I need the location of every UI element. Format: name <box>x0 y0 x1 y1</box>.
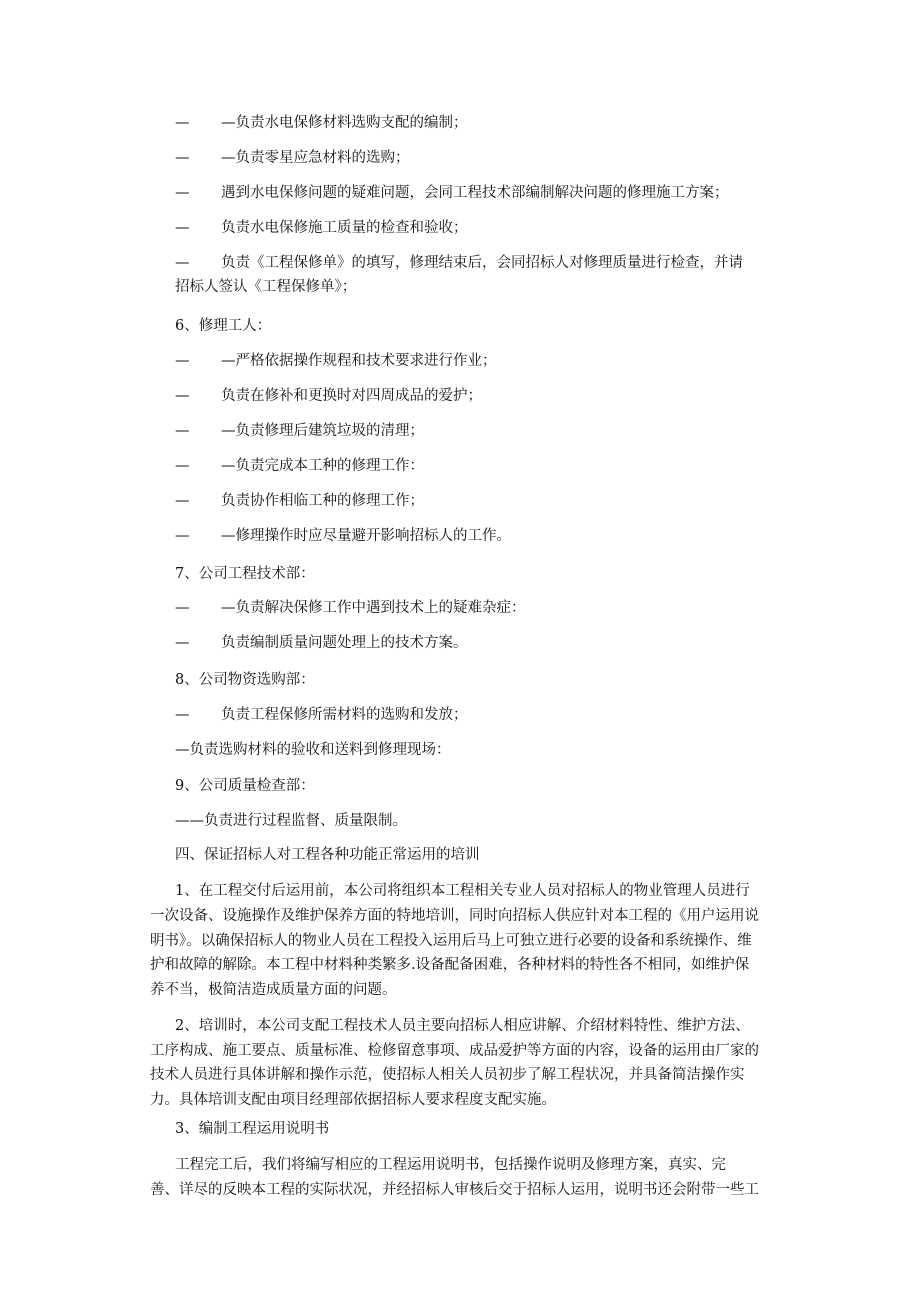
bullet-dash: — <box>175 388 190 404</box>
bullet-dash: — <box>175 115 190 131</box>
bullet-dash: — <box>175 220 190 236</box>
section-heading: 6、修理工人： <box>175 318 272 334</box>
paragraph-line: 善、详尽的反映本工程的实际状况，并经招标人审核后交于招标人运用，说明书还会附带一些工 <box>150 1182 759 1198</box>
list-item <box>175 386 482 406</box>
section-heading: 8、公司物资选购部： <box>175 672 315 688</box>
bullet-dash: — <box>175 185 190 201</box>
list-item-text: —负责解决保修工作中遇到技术上的疑难杂症： <box>221 600 526 616</box>
paragraph-line: 养不当，极简洁造成质量方面的问题。 <box>150 982 397 998</box>
bullet-dash: — <box>175 600 190 616</box>
paragraph-line: 工程完工后，我们将编写相应的工程运用说明书，包括操作说明及修理方案，真实、完 <box>175 1157 726 1173</box>
list-item-text: —负责修理后建筑垃圾的清理； <box>221 423 424 439</box>
list-item: ——负责进行过程监督、质量限制。 <box>175 813 407 829</box>
paragraph-line: 护和故障的解除。本工程中材料种类繁多.设备配备困难，各种材料的特性各不相同，如维护保 <box>150 957 750 973</box>
paragraph-line: 2、培训时，本公司支配工程技术人员主要向招标人相应讲解、介绍材料特性、维护方法、 <box>175 1018 750 1034</box>
list-item <box>175 253 743 273</box>
list-item <box>175 218 468 238</box>
continuation-line: 招标人签认《工程保修单》； <box>175 279 357 295</box>
list-item <box>175 113 468 133</box>
list-item-text: —严格依据操作规程和技术要求进行作业； <box>221 353 497 369</box>
list-item-text: 遇到水电保修问题的疑难问题，会同工程技术部编制解决问题的修理施工方案； <box>221 185 729 201</box>
list-item <box>175 705 468 725</box>
section-heading: 9、公司质量检查部： <box>175 778 315 794</box>
bullet-dash: — <box>175 423 190 439</box>
paragraph-line: 1、在工程交付后运用前，本公司将组织本工程相关专业人员对招标人的物业管理人员进行 <box>175 883 750 899</box>
list-item <box>175 421 424 441</box>
list-item <box>175 633 468 653</box>
bullet-dash: — <box>175 528 190 544</box>
list-item <box>175 491 424 511</box>
list-item <box>175 456 424 476</box>
paragraph-line: 技术人员进行具体讲解和操作示范，使招标人相关人员初步了解工程状况，并具备简洁操作实 <box>150 1067 745 1083</box>
bullet-dash: — <box>175 493 190 509</box>
section-heading: 7、公司工程技术部： <box>175 566 315 582</box>
paragraph-line: 力。具体培训支配由项目经理部依据招标人要求程度支配实施。 <box>150 1092 556 1108</box>
list-item-text: 负责《工程保修单》的填写，修理结束后，会同招标人对修理质量进行检查，并请 <box>221 255 743 271</box>
list-item: —负责选购材料的验收和送料到修理现场： <box>175 742 451 758</box>
list-item <box>175 183 729 203</box>
list-item-text: —修理操作时应尽量避开影响招标人的工作。 <box>221 528 511 544</box>
paragraph-line: 工序构成、施工要点、质量标准、检修留意事项、成品爱护等方面的内容，设备的运用由厂家的 <box>150 1043 759 1059</box>
list-item-text: —负责水电保修材料选购支配的编制； <box>221 115 468 131</box>
list-item-text: 负责工程保修所需材料的选购和发放； <box>221 707 468 723</box>
list-item <box>175 598 526 618</box>
paragraph-line: 一次设备、设施操作及维护保养方面的特地培训，同时向招标人供应针对本工程的《用户运用说 <box>150 908 759 924</box>
bullet-dash: — <box>175 353 190 369</box>
bullet-dash: — <box>175 635 190 651</box>
list-item-text: 负责水电保修施工质量的检查和验收； <box>221 220 468 236</box>
chapter-heading: 四、保证招标人对工程各种功能正常运用的培训 <box>175 847 480 863</box>
section-heading: 3、编制工程运用说明书 <box>175 1121 330 1137</box>
bullet-dash: — <box>175 707 190 723</box>
list-item <box>175 526 511 546</box>
bullet-dash: — <box>175 458 190 474</box>
bullet-dash: — <box>175 255 190 271</box>
bullet-dash: — <box>175 150 190 166</box>
list-item-text: —负责完成本工种的修理工作： <box>221 458 424 474</box>
list-item <box>175 351 497 371</box>
list-item <box>175 148 410 168</box>
list-item-text: 负责协作相临工种的修理工作； <box>221 493 424 509</box>
paragraph-line: 明书》。以确保招标人的物业人员在工程投入运用后马上可独立进行必要的设备和系统操作、维 <box>150 933 752 949</box>
list-item-text: —负责零星应急材料的选购； <box>221 150 410 166</box>
list-item-text: 负责编制质量问题处理上的技术方案。 <box>221 635 468 651</box>
list-item-text: 负责在修补和更换时对四周成品的爱护； <box>221 388 482 404</box>
